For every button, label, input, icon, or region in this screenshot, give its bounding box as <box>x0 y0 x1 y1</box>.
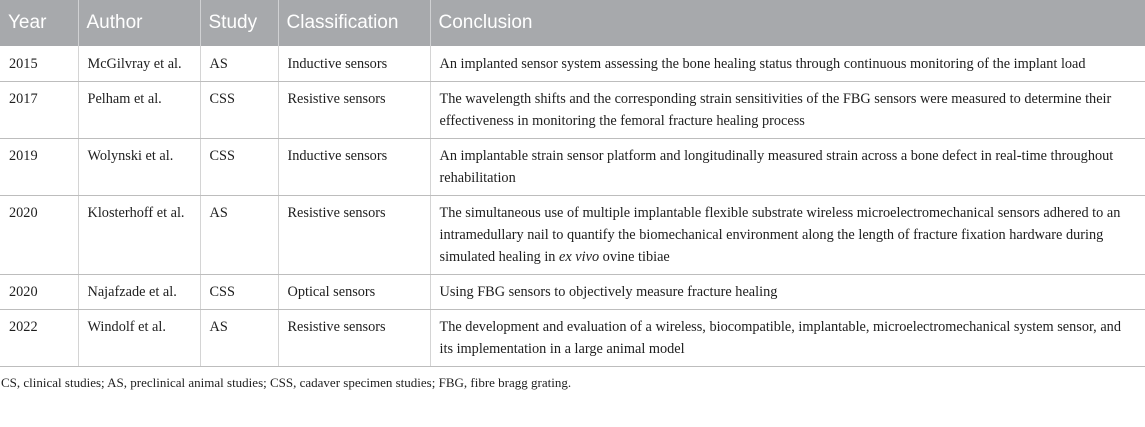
table-body <box>0 46 1145 367</box>
cell-study: AS <box>200 310 278 367</box>
table-row <box>0 46 1145 82</box>
conclusion-text-end: ovine tibiae <box>599 249 670 265</box>
cell-year: 2019 <box>0 139 78 196</box>
header-study: Study <box>200 0 278 46</box>
cell-author: Klosterhoff et al. <box>78 196 200 275</box>
cell-conclusion: Using FBG sensors to objectively measure fracture healing <box>430 275 1145 310</box>
table-header <box>0 0 1145 46</box>
header-year: Year <box>0 0 78 46</box>
cell-study: CSS <box>200 139 278 196</box>
header-classification: Classification <box>278 0 430 46</box>
table-row <box>0 82 1145 139</box>
table-row <box>0 310 1145 367</box>
cell-conclusion: An implanted sensor system assessing the bone healing status through continuous monitoring of the implant load <box>430 46 1145 82</box>
cell-year: 2022 <box>0 310 78 367</box>
table-row <box>0 275 1145 310</box>
conclusion-italic: ex vivo <box>559 249 600 265</box>
header-author: Author <box>78 0 200 46</box>
table-row <box>0 196 1145 275</box>
cell-classification: Resistive sensors <box>278 310 430 367</box>
cell-classification: Resistive sensors <box>278 196 430 275</box>
cell-classification: Resistive sensors <box>278 82 430 139</box>
cell-study: AS <box>200 46 278 82</box>
table-row <box>0 139 1145 196</box>
cell-author: Pelham et al. <box>78 82 200 139</box>
cell-conclusion: The wavelength shifts and the corresponding strain sensitivities of the FBG sensors were measured to determine their effectiveness in monitoring the femoral fracture healing process <box>430 82 1145 139</box>
cell-conclusion: The development and evaluation of a wireless, biocompatible, implantable, microelectromechanical system sensor, and its implementation in a large animal model <box>430 310 1145 367</box>
cell-author: Windolf et al. <box>78 310 200 367</box>
header-conclusion: Conclusion <box>430 0 1145 46</box>
cell-author: McGilvray et al. <box>78 46 200 82</box>
cell-conclusion <box>430 196 1145 275</box>
cell-year: 2020 <box>0 196 78 275</box>
cell-study: AS <box>200 196 278 275</box>
cell-study: CSS <box>200 275 278 310</box>
cell-conclusion: An implantable strain sensor platform and longitudinally measured strain across a bone defect in real-time throughout rehabilitation <box>430 139 1145 196</box>
cell-year: 2015 <box>0 46 78 82</box>
cell-classification: Inductive sensors <box>278 46 430 82</box>
conclusion-text: The simultaneous use of multiple implantable flexible substrate wireless microelectromechanical sensors adhered to an intramedullary nail to quantify the biomechanical environment along the length of fracture fixation hardware during simulated healing in <box>439 205 1121 265</box>
cell-classification: Inductive sensors <box>278 139 430 196</box>
header-row <box>0 0 1145 46</box>
table-footnote: CS, clinical studies; AS, preclinical animal studies; CSS, cadaver specimen studies; FBG, fibre bragg grating. <box>1 375 572 390</box>
cell-author: Wolynski et al. <box>78 139 200 196</box>
cell-study: CSS <box>200 82 278 139</box>
cell-author: Najafzade et al. <box>78 275 200 310</box>
cell-year: 2017 <box>0 82 78 139</box>
cell-year: 2020 <box>0 275 78 310</box>
cell-classification: Optical sensors <box>278 275 430 310</box>
